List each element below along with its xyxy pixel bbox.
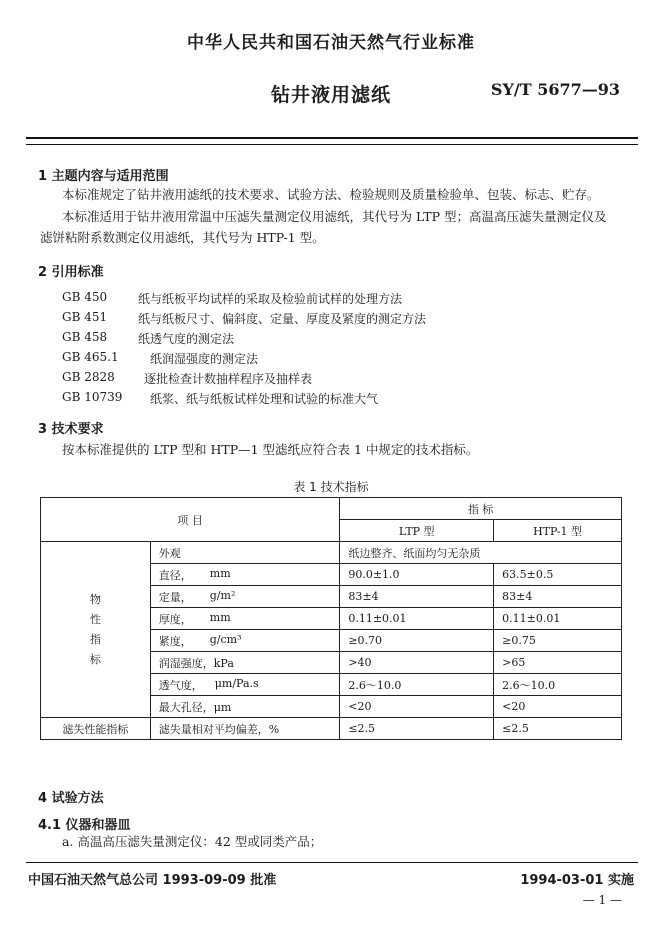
reference-item [62, 310, 107, 324]
table-head-ltp: LTP 型 [340, 520, 494, 542]
row-htp: <20 [494, 696, 622, 718]
row-htp: ≤2.5 [494, 718, 622, 740]
table-head-item: 项 目 [41, 498, 340, 542]
row-name-text: 定量， [158, 590, 192, 604]
section-3-title: 3 技术要求 [38, 422, 104, 437]
table-row [41, 718, 622, 740]
section-1-paragraph-2a: 本标准适用于钻井液用常温中压滤失量测定仪用滤纸，其代号为 LTP 型；高温高压滤失量测定仪及 [62, 209, 607, 224]
reference-item [62, 290, 107, 304]
reference-code: GB 451 [62, 310, 108, 324]
row-unit: μm/Pa.s [214, 676, 259, 690]
header-rule-thick [26, 137, 638, 139]
reference-text: 纸浆、纸与纸板试样处理和试验的标准大气 [150, 392, 379, 406]
footer-rule [26, 862, 638, 863]
reference-item [62, 390, 122, 404]
row-name-text: 紧度， [158, 634, 192, 648]
row-name: 滤失量相对平均偏差，% [150, 718, 340, 740]
section-2-title: 2 引用标准 [38, 265, 104, 280]
table-head-index: 指 标 [340, 498, 622, 520]
section-3-paragraph: 按本标准提供的 LTP 型和 HTP—1 型滤纸应符合表 1 中规定的技术指标。 [62, 442, 479, 457]
reference-text: 纸与纸板平均试样的采取及检验前试样的处理方法 [138, 292, 403, 306]
reference-item [62, 370, 115, 384]
section-1-paragraph-1: 本标准规定了钻井液用滤纸的技术要求、试验方法、检验规则及质量检验单、包装、标志、贮存。 [62, 187, 600, 202]
row-name [150, 674, 340, 696]
group-char: 物 [89, 592, 101, 606]
row-ltp: 90.0±1.0 [340, 564, 494, 586]
row-htp: 63.5±0.5 [494, 564, 622, 586]
row-ltp: >40 [340, 652, 494, 674]
reference-text: 纸透气度的测定法 [138, 332, 235, 346]
row-name: 最大孔径，μm [150, 696, 340, 718]
approval-line: 中国石油天然气总公司 1993-09-09 批准 [28, 873, 277, 888]
reference-item [62, 350, 119, 364]
table-group-filtration: 滤失性能指标 [41, 718, 151, 740]
reference-code: GB 450 [62, 290, 108, 304]
row-name-text: 透气度， [158, 678, 203, 692]
table-row [41, 542, 622, 564]
row-ltp: ≥0.70 [340, 630, 494, 652]
row-ltp: 2.6～10.0 [340, 674, 494, 696]
row-ltp: 0.11±0.01 [340, 608, 494, 630]
row-htp: >65 [494, 652, 622, 674]
table-caption: 表 1 技术指标 [293, 480, 369, 494]
row-ltp: 纸边整齐、纸面均匀无杂质 [340, 542, 622, 564]
reference-item [62, 330, 107, 344]
row-name [150, 608, 340, 630]
reference-text: 逐批检查计数抽样程序及抽样表 [144, 372, 313, 386]
reference-text: 纸润湿强度的测定法 [150, 352, 259, 366]
effective-date: 1994-03-01 实施 [520, 873, 634, 888]
document-title: 钻井液用滤纸 [270, 84, 391, 106]
group-char: 指 [89, 632, 101, 646]
row-unit: mm [209, 610, 231, 624]
row-ltp: <20 [340, 696, 494, 718]
row-name-text: 外观 [158, 546, 181, 560]
row-name [150, 586, 340, 608]
section-4-1-title: 4.1 仪器和器皿 [38, 818, 131, 833]
row-htp: 0.11±0.01 [494, 608, 622, 630]
row-name-text: 直径， [158, 568, 192, 582]
row-ltp: 83±4 [340, 586, 494, 608]
section-1-paragraph-2b: 滤饼粘附系数测定仪用滤纸，其代号为 HTP-1 型。 [40, 230, 325, 245]
section-4-title: 4 试验方法 [38, 791, 104, 806]
row-name [150, 542, 340, 564]
row-unit: mm [209, 566, 231, 580]
reference-text: 纸与纸板尺寸、偏斜度、定量、厚度及紧度的测定方法 [138, 312, 427, 326]
row-htp: 2.6～10.0 [494, 674, 622, 696]
row-htp: ≥0.75 [494, 630, 622, 652]
row-unit: g/cm³ [209, 632, 242, 646]
reference-code: GB 10739 [62, 390, 123, 404]
row-unit: g/m² [209, 588, 236, 602]
row-name: 润湿强度，kPa [150, 652, 340, 674]
table-group-physical [41, 542, 151, 718]
row-name-text: 厚度， [158, 612, 192, 626]
table-head-htp: HTP-1 型 [494, 520, 622, 542]
reference-code: GB 465.1 [62, 350, 119, 364]
section-1-title: 1 主题内容与适用范围 [38, 169, 169, 184]
group-char: 标 [89, 652, 101, 666]
org-title: 中华人民共和国石油天然气行业标准 [187, 33, 475, 53]
section-4-1-item-a: a. 高温高压滤失量测定仪：42 型或同类产品； [62, 834, 323, 849]
row-name [150, 564, 340, 586]
reference-code: GB 458 [62, 330, 108, 344]
header-rule-thin [26, 144, 638, 145]
page-number: — 1 — [582, 893, 622, 907]
reference-code: GB 2828 [62, 370, 115, 384]
spec-table [40, 497, 622, 740]
document-code: SY/T 5677—93 [490, 80, 620, 99]
row-ltp: ≤2.5 [340, 718, 494, 740]
row-htp: 83±4 [494, 586, 622, 608]
row-name [150, 630, 340, 652]
group-char: 性 [89, 612, 101, 626]
